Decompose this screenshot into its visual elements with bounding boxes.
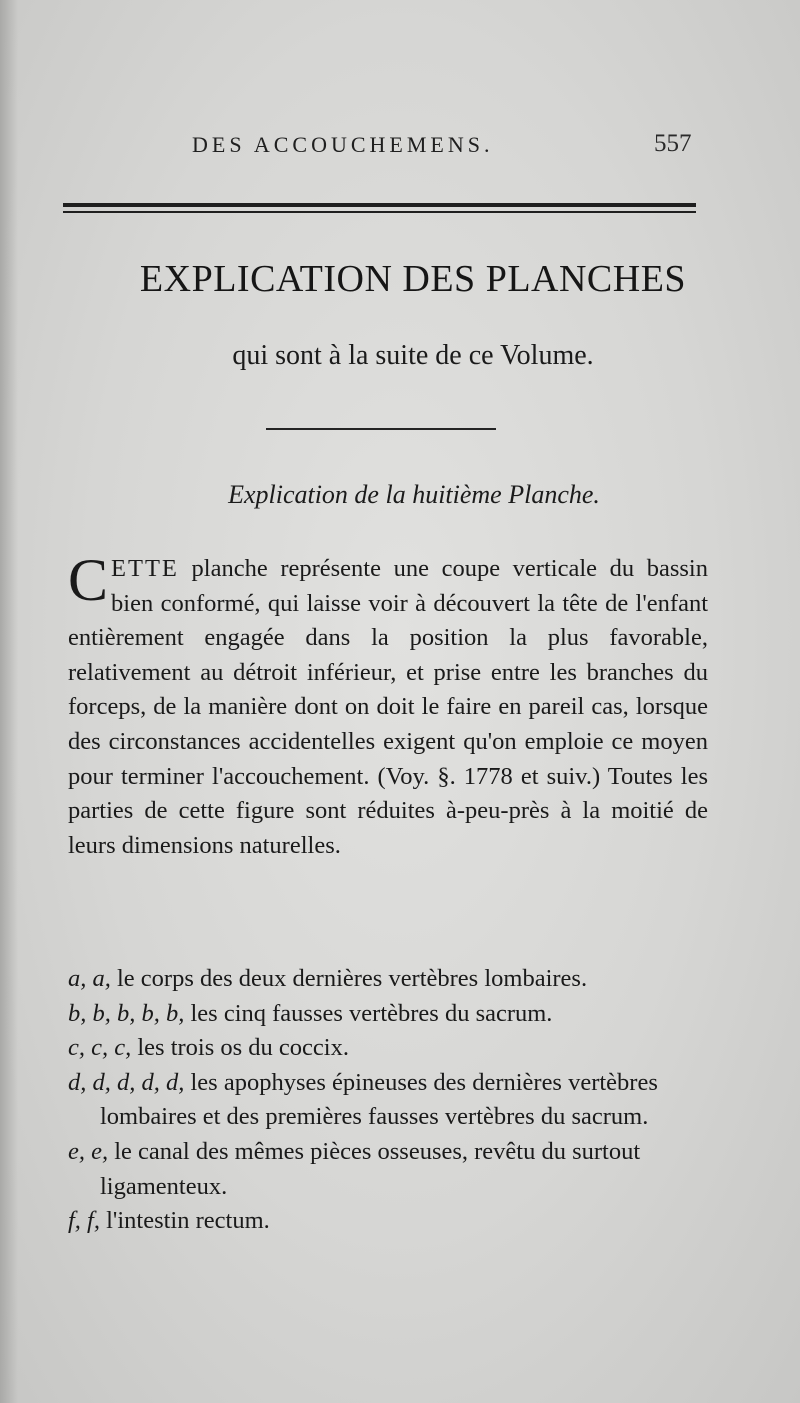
legend-letters: b, b, b, b, b,: [68, 999, 185, 1027]
legend-item: [68, 1031, 708, 1066]
section-title: Explication de la huitième Planche.: [228, 480, 600, 509]
legend-text: l'intestin rectum.: [100, 1207, 270, 1235]
page-edge-shadow: [0, 0, 18, 1403]
description-paragraph: [68, 547, 708, 863]
legend-item: [68, 1135, 708, 1204]
legend-text: le canal des mêmes pièces osseuses, revêtu du surtout ligamenteux.: [100, 1137, 641, 1200]
page-number: 557: [654, 130, 692, 157]
legend-item: [68, 997, 708, 1032]
page-header: [0, 132, 800, 162]
legend-item: [68, 1066, 708, 1135]
legend-list: [68, 962, 708, 1239]
legend-item: [68, 1204, 708, 1239]
section-divider: [266, 428, 496, 430]
legend-text: les apophyses épineuses des dernières vertèbres lombaires et des premières fausses vertèbres du sacrum.: [100, 1068, 658, 1131]
legend-letters: a, a,: [68, 965, 111, 992]
legend-text: les trois os du coccix.: [131, 1034, 349, 1062]
header-rule-thin: [63, 211, 696, 213]
legend-letters: c, c, c,: [68, 1034, 132, 1062]
running-title: DES ACCOUCHEMENS.: [192, 132, 494, 157]
main-title: EXPLICATION DES PLANCHES: [139, 258, 687, 300]
legend-item: [68, 962, 708, 997]
drop-cap: C: [68, 547, 109, 613]
legend-text: les cinq fausses vertèbres du sacrum.: [184, 999, 553, 1027]
sub-title: qui sont à la suite de ce Volume.: [232, 340, 594, 371]
legend-letters: f, f,: [68, 1207, 100, 1235]
legend-letters: e, e,: [68, 1137, 109, 1165]
legend-letters: d, d, d, d, d,: [68, 1068, 185, 1096]
legend-text: le corps des deux dernières vertèbres lombaires.: [110, 965, 588, 992]
paragraph-text: planche représente une coupe verticale du bassin bien conformé, qui laisse voir à découvert la tête de l'enfant entièrement engagée dans la position la plus favorable, relativement au détroit inférieur, et prise entre les branches du forceps, de la manière dont on doit le faire en pareil cas, lorsque des circonstances accidentelles exigent qu'on emploie ce moyen pour terminer l'accouchement. (Voy. §. 1778 et suiv.) Toutes les parties de cette figure sont réduites à-peu-près à la moitié de leurs dimensions naturelles.: [68, 555, 708, 859]
first-word-rest: ETTE: [111, 555, 179, 582]
header-rule-thick: [63, 203, 696, 207]
